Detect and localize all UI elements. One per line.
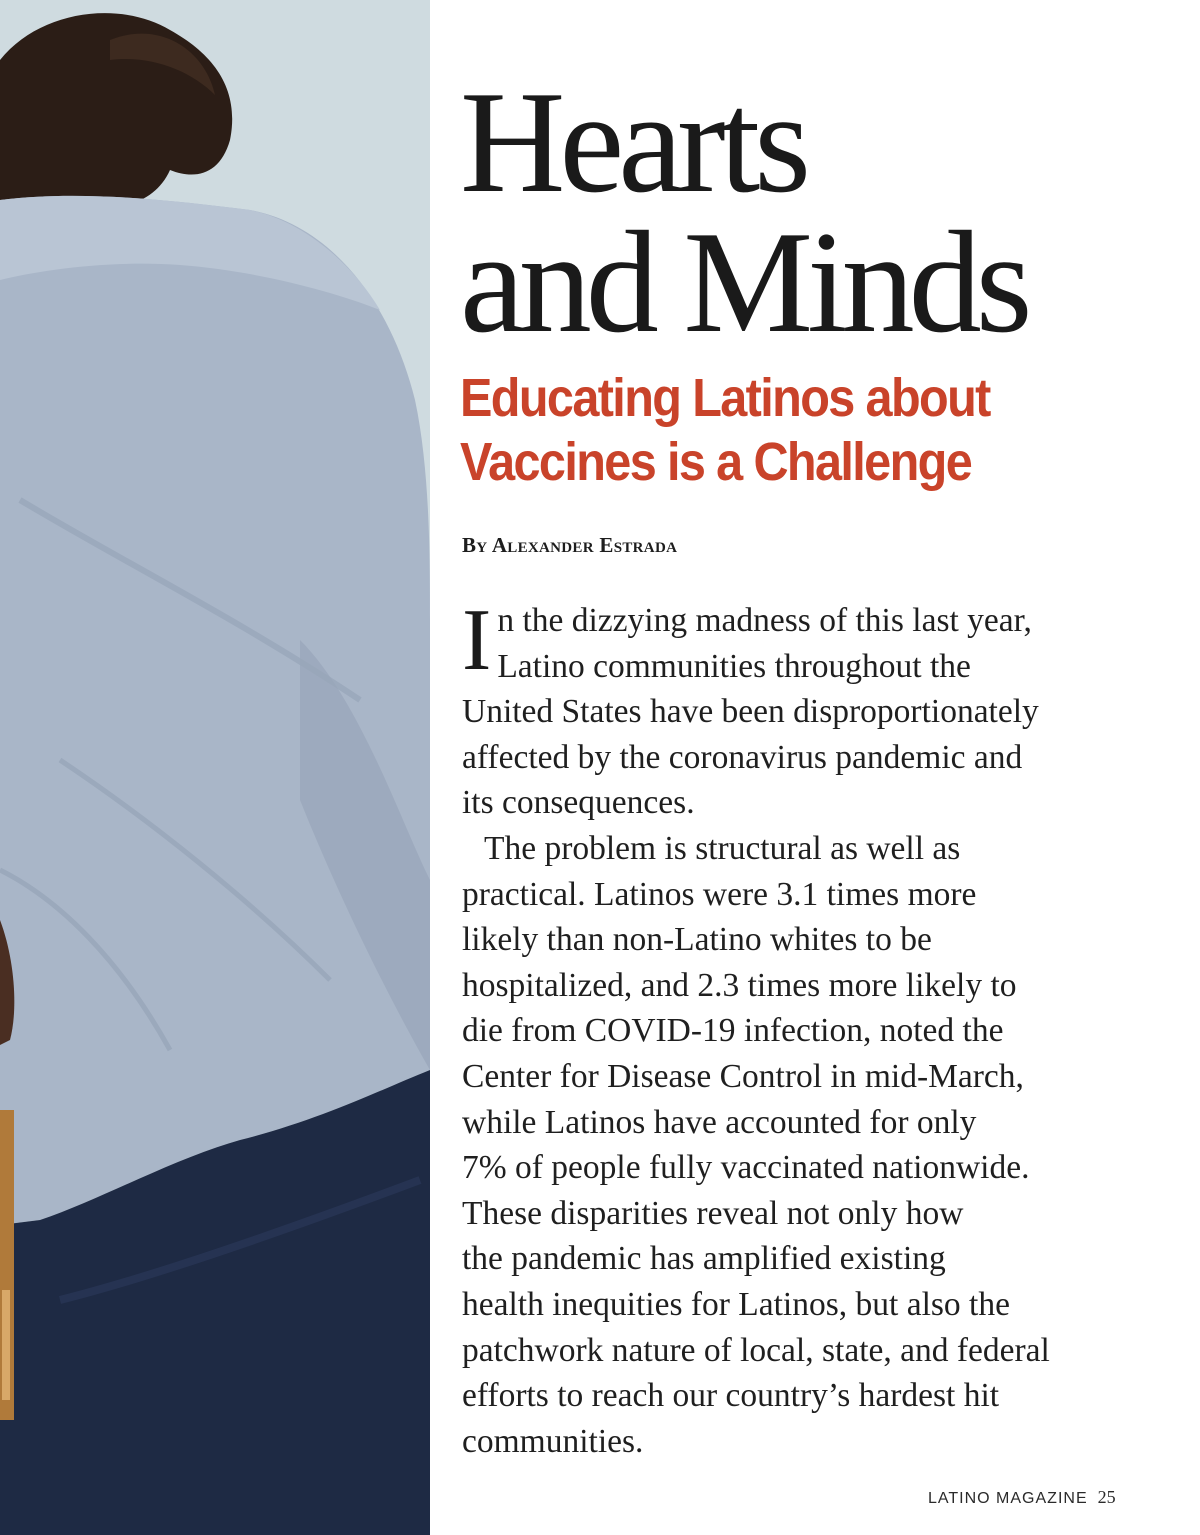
body-line: Center for Disease Control in mid-March, bbox=[462, 1057, 1024, 1095]
body-line: communities. bbox=[462, 1422, 644, 1460]
body-line: die from COVID-19 infection, noted the bbox=[462, 1012, 1004, 1050]
body-line: The problem is structural as well as bbox=[484, 829, 961, 867]
body-line: United States have been disproportionately bbox=[462, 693, 1039, 731]
body-line: health inequities for Latinos, but also the bbox=[462, 1285, 1010, 1323]
body-line: its consequences. bbox=[462, 784, 695, 822]
body-line: 7% of people fully vaccinated nationwide. bbox=[462, 1149, 1030, 1187]
article-title bbox=[460, 61, 1180, 363]
body-line: Latino communities throughout the bbox=[497, 647, 971, 685]
byline: By Alexander Estrada bbox=[462, 533, 678, 557]
body-line: patchwork nature of local, state, and federal bbox=[462, 1331, 1050, 1369]
body-line: efforts to reach our country’s hardest hit bbox=[462, 1377, 1000, 1415]
subtitle-line-1: Educating Latinos about bbox=[460, 368, 990, 428]
magazine-name: LATINO MAGAZINE bbox=[928, 1490, 1088, 1507]
body-line: These disparities reveal not only how bbox=[462, 1194, 964, 1232]
body-line: the pandemic has amplified existing bbox=[462, 1240, 946, 1278]
title-line-1: Hearts bbox=[460, 61, 806, 223]
body-line: hospitalized, and 2.3 times more likely to bbox=[462, 966, 1017, 1004]
body-line: n the dizzying madness of this last year, bbox=[497, 602, 1032, 639]
body-line: affected by the coronavirus pandemic and bbox=[462, 738, 1023, 776]
paragraph-1 bbox=[462, 592, 1162, 826]
article-photo bbox=[0, 0, 430, 1535]
drop-cap: I bbox=[462, 592, 492, 689]
body-line: while Latinos have accounted for only bbox=[462, 1103, 977, 1141]
subtitle-line-2: Vaccines is a Challenge bbox=[460, 432, 972, 492]
article-body bbox=[462, 592, 1162, 1464]
page-number: 25 bbox=[1097, 1487, 1116, 1507]
page-footer bbox=[928, 1487, 1116, 1511]
title-line-2: and Minds bbox=[460, 201, 1027, 363]
article-subtitle bbox=[460, 366, 1180, 494]
body-line: practical. Latinos were 3.1 times more bbox=[462, 875, 977, 913]
paragraph-2 bbox=[462, 826, 1162, 1464]
body-line: likely than non-Latino whites to be bbox=[462, 921, 932, 959]
photo-person-in-scrubs-icon bbox=[0, 0, 430, 1535]
